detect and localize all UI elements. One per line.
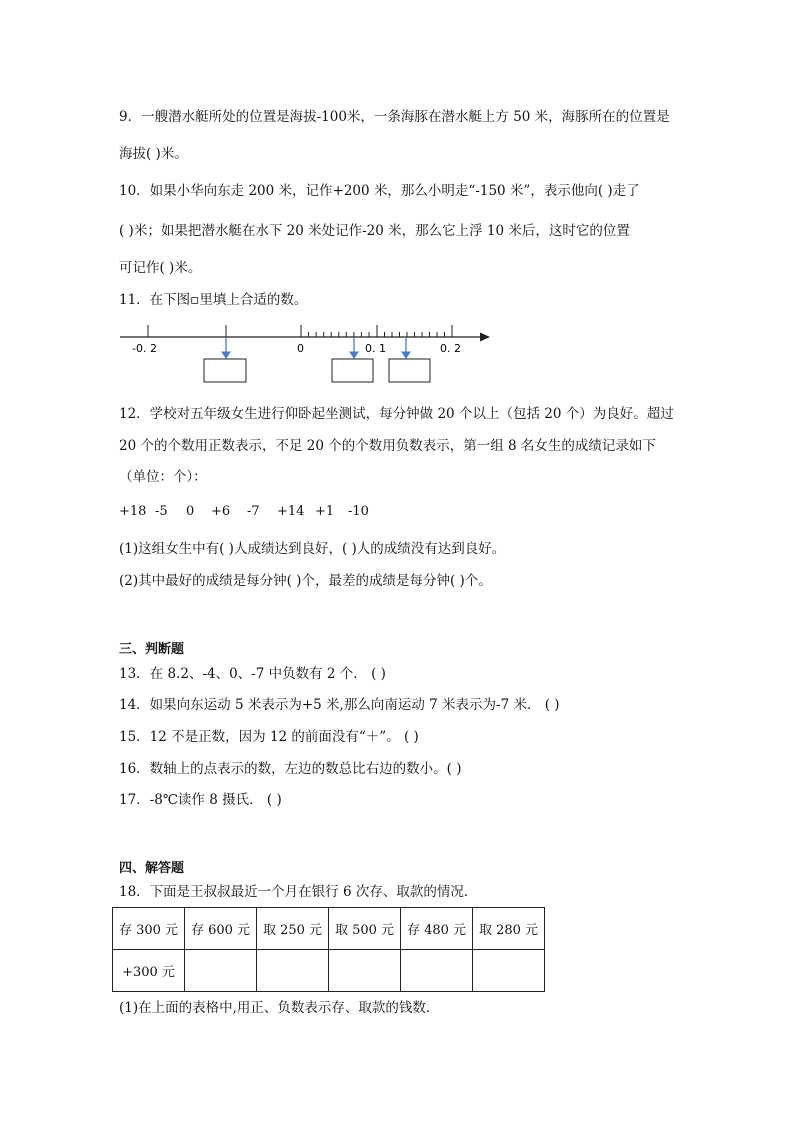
score-value: +14 (277, 504, 305, 519)
q18-text: 18．下面是王叔叔最近一个月在银行 6 次存、取款的情况． (119, 884, 478, 900)
table-header-cell: 取 280 元 (473, 908, 545, 950)
table-answer-cell[interactable] (473, 950, 545, 992)
table-answer-cell[interactable] (185, 950, 257, 992)
q12-sub-2: (2)其中最好的成绩是每分钟( )个，最差的成绩是每分钟( )个。 (119, 573, 492, 589)
number-line (118, 320, 498, 386)
label-0-1: 0. 1 (365, 342, 386, 355)
label-0-2: 0. 2 (440, 342, 461, 355)
table-answer-cell[interactable] (257, 950, 329, 992)
score-value: +1 (315, 504, 335, 519)
q18-table (112, 907, 545, 992)
table-answer-cell[interactable] (329, 950, 401, 992)
q12-line-1: 12．学校对五年级女生进行仰卧起坐测试，每分钟做 20 个以上（包括 20 个）为良好。超过 (119, 406, 674, 422)
section-4-title: 四、解答题 (119, 861, 185, 876)
score-value: -5 (155, 504, 168, 519)
q10-line-2: ( )米；如果把潜水艇在水下 20 米处记作-20 米，那么它上浮 10 米后，这时它的位置 (119, 223, 630, 239)
q10-line-1: 10．如果小华向东走 200 米，记作+200 米，那么小明走“-150 米”，表示他向( )走了 (119, 183, 640, 199)
table-header-cell: 存 480 元 (401, 908, 473, 950)
q13: 13．在 8.2、-4、0、-7 中负数有 2 个． ( ) (119, 666, 386, 682)
table-header-cell: 取 500 元 (329, 908, 401, 950)
q9-line-2: 海拔( )米。 (119, 146, 188, 162)
q9-line-1: 9．一艘潜水艇所处的位置是海拔-100米，一条海豚在潜水艇上方 50 米，海豚所在的位置是 (119, 109, 670, 125)
q15: 15．12 不是正数，因为 12 的前面没有“＋”。 ( ) (119, 729, 419, 745)
q18-sub-1: (1)在上面的表格中,用正、负数表示存、取款的钱数． (119, 1000, 440, 1016)
q16: 16．数轴上的点表示的数，左边的数总比右边的数小。( ) (119, 761, 462, 777)
q17: 17．-8℃读作 8 摄氏． ( ) (119, 792, 282, 808)
q12-sub-1: (1)这组女生中有( )人成绩达到良好，( )人的成绩没有达到良好。 (119, 541, 506, 557)
q12-line-2: 20 个的个数用正数表示，不足 20 个的个数用负数表示，第一组 8 名女生的成绩记录如下 (119, 438, 656, 454)
table-answer-cell: +300 元 (113, 950, 185, 992)
section-3-title: 三、判断题 (119, 642, 185, 657)
answer-box-1[interactable] (204, 359, 246, 382)
number-line-arrowhead (480, 333, 490, 342)
table-row (113, 950, 545, 992)
table-header-cell: 存 600 元 (185, 908, 257, 950)
answer-box-3[interactable] (389, 359, 430, 382)
score-value: 0 (186, 504, 195, 519)
answer-box-2[interactable] (332, 359, 373, 382)
score-value: +6 (211, 504, 231, 519)
table-row (113, 908, 545, 950)
label-neg-0-2: -0. 2 (132, 342, 157, 355)
label-0: 0 (297, 342, 304, 355)
score-value: +18 (119, 504, 147, 519)
q14: 14．如果向东运动 5 米表示为+5 米,那么向南运动 7 米表示为-7 米． ( ) (119, 697, 560, 713)
score-value: -10 (348, 504, 369, 519)
q10-line-3: 可记作( )米。 (119, 260, 202, 276)
q11-text: 11．在下图▫里填上合适的数。 (119, 292, 308, 308)
table-header-cell: 取 250 元 (257, 908, 329, 950)
table-answer-cell[interactable] (401, 950, 473, 992)
q12-line-3: （单位：个）： (119, 469, 207, 485)
table-header-cell: 存 300 元 (113, 908, 185, 950)
score-value: -7 (247, 504, 260, 519)
